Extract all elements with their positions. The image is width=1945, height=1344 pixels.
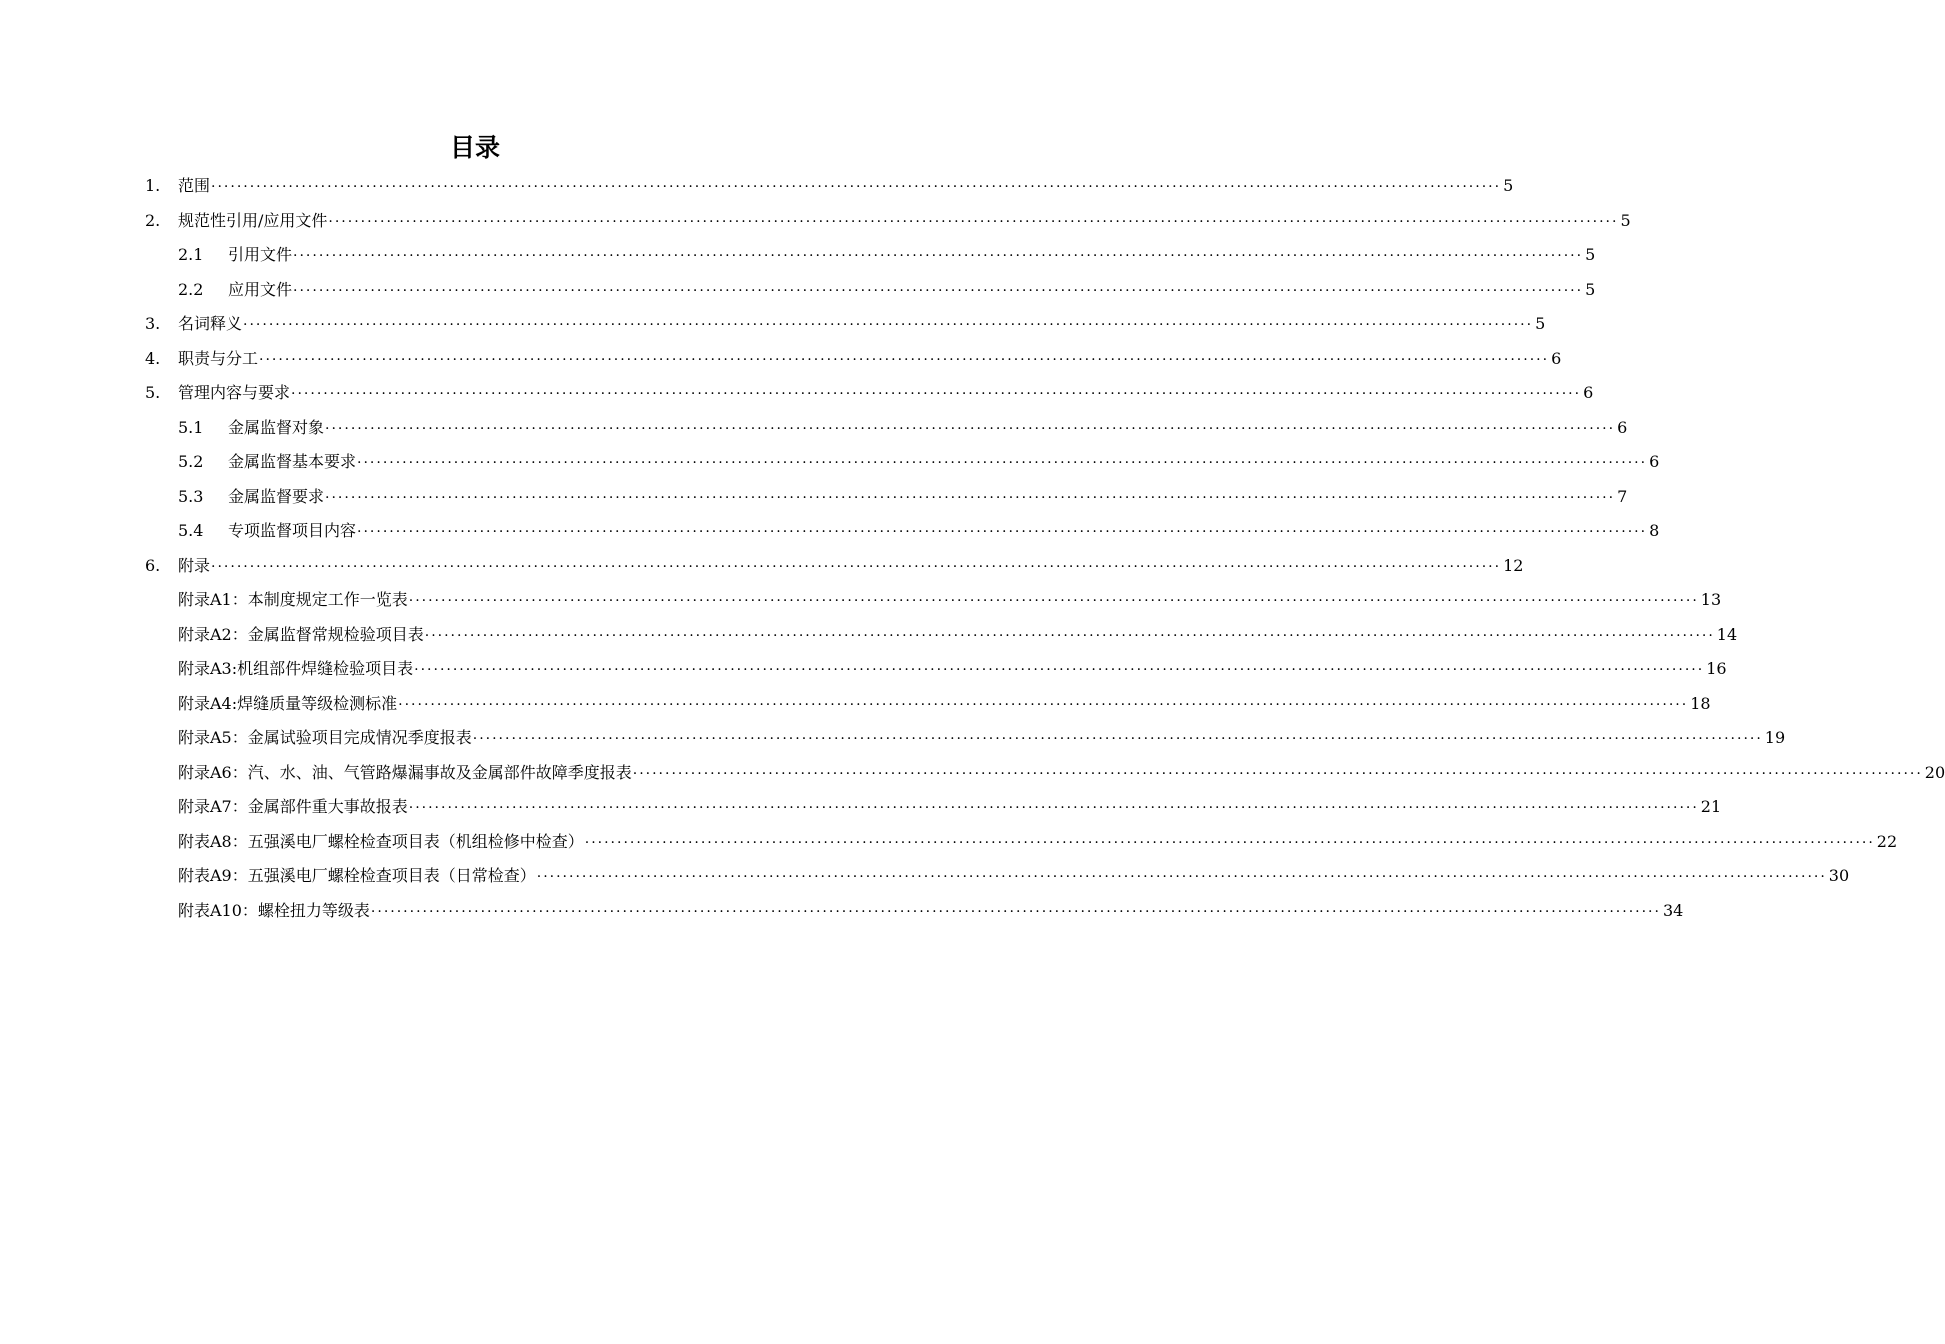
toc-entry-number: 2.1 <box>178 245 204 264</box>
toc-entry[interactable] <box>145 376 1594 411</box>
toc-entry-title: 引用文件 <box>228 245 293 264</box>
toc-entry[interactable] <box>145 583 1722 618</box>
dot-leader: ........................................................................................................................................................................................................ <box>584 830 1875 847</box>
toc-entry-page-number: 8 <box>1649 521 1660 540</box>
toc-entry-title: 附录A1：本制度规定工作一览表 <box>178 590 408 609</box>
toc-entry-page-number: 5 <box>1503 176 1514 195</box>
toc-entry-title: 金属监督要求 <box>228 486 325 506</box>
toc-entry[interactable] <box>145 411 1628 446</box>
toc-entry-number: 5.3 <box>178 486 204 506</box>
toc-entry[interactable] <box>145 480 1628 515</box>
toc-entry[interactable] <box>145 342 1562 377</box>
dot-leader: ........................................................................................................................................................................................................ <box>328 209 1619 226</box>
toc-entry-page-number: 19 <box>1764 728 1786 747</box>
toc-entry-page-number: 6 <box>1617 417 1628 437</box>
dot-leader: ........................................................................................................................................................................................................ <box>408 589 1699 605</box>
table-of-contents <box>145 169 1945 928</box>
toc-entry-page-number: 16 <box>1706 659 1727 678</box>
toc-entry-page-number: 21 <box>1700 797 1722 816</box>
toc-entry-number: 5. <box>145 383 161 402</box>
toc-entry-page-number: 20 <box>1924 762 1945 782</box>
toc-entry[interactable] <box>145 859 1850 894</box>
toc-entry-number: 2. <box>145 210 161 230</box>
toc-entry-number: 4. <box>145 348 161 368</box>
toc-entry-title: 附表A10：螺栓扭力等级表 <box>178 900 370 920</box>
dot-leader: ........................................................................................................................................................................................................ <box>293 278 1584 295</box>
toc-entry[interactable] <box>145 687 1711 722</box>
toc-entry-page-number: 14 <box>1716 624 1738 644</box>
toc-entry[interactable] <box>145 825 1898 860</box>
toc-entry-title: 附录A5：金属试验项目完成情况季度报表 <box>178 728 472 747</box>
dot-leader: ........................................................................................................................................................................................................ <box>398 692 1689 709</box>
toc-entry-page-number: 6 <box>1551 348 1562 368</box>
toc-entry-page-number: 5 <box>1620 210 1631 230</box>
dot-leader: ........................................................................................................................................................................................................ <box>632 761 1923 778</box>
dot-leader: ........................................................................................................................................................................................................ <box>325 485 1616 502</box>
toc-entry-number: 3. <box>145 314 161 333</box>
toc-entry-title: 管理内容与要求 <box>178 383 291 402</box>
dot-leader: ........................................................................................................................................................................................................ <box>357 451 1648 467</box>
toc-entry[interactable] <box>145 514 1660 549</box>
dot-leader: ........................................................................................................................................................................................................ <box>325 416 1616 433</box>
toc-entry-page-number: 30 <box>1828 866 1850 885</box>
toc-entry-title: 金属监督对象 <box>228 417 325 437</box>
toc-entry-number: 5.2 <box>178 452 204 471</box>
toc-entry-page-number: 5 <box>1535 314 1546 333</box>
toc-entry-title: 附录A6：汽、水、油、气管路爆漏事故及金属部件故障季度报表 <box>178 762 632 782</box>
toc-entry[interactable] <box>145 652 1727 687</box>
dot-leader: ........................................................................................................................................................................................................ <box>370 899 1661 916</box>
toc-entry-title: 附表A8：五强溪电厂螺栓检查项目表（机组检修中检查） <box>178 831 584 851</box>
toc-entry-title: 名词释义 <box>178 314 243 333</box>
dot-leader: ........................................................................................................................................................................................................ <box>414 658 1705 674</box>
toc-entry[interactable] <box>145 204 1631 239</box>
toc-entry[interactable] <box>145 549 1524 584</box>
toc-entry-page-number: 7 <box>1617 486 1628 506</box>
toc-entry[interactable] <box>145 445 1660 480</box>
toc-entry-page-number: 6 <box>1649 452 1660 471</box>
toc-entry-title: 范围 <box>178 176 211 195</box>
dot-leader: ........................................................................................................................................................................................................ <box>357 520 1648 536</box>
page-title: 目录 <box>449 133 500 162</box>
dot-leader: ........................................................................................................................................................................................................ <box>408 796 1699 812</box>
toc-entry-title: 附录A4:焊缝质量等级检测标准 <box>178 693 398 713</box>
dot-leader: ........................................................................................................................................................................................................ <box>243 313 1534 329</box>
toc-entry[interactable] <box>145 756 1945 791</box>
toc-entry-number: 1. <box>145 176 161 195</box>
toc-entry[interactable] <box>145 721 1786 756</box>
dot-leader: ........................................................................................................................................................................................................ <box>536 865 1827 881</box>
dot-leader: ........................................................................................................................................................................................................ <box>259 347 1550 364</box>
toc-entry-number: 6. <box>145 555 161 575</box>
toc-entry-page-number: 22 <box>1876 831 1898 851</box>
toc-entry[interactable] <box>145 307 1546 342</box>
dot-leader: ........................................................................................................................................................................................................ <box>424 623 1715 640</box>
toc-entry[interactable] <box>145 169 1514 204</box>
toc-entry-number: 5.4 <box>178 521 204 540</box>
toc-entry[interactable] <box>145 238 1596 273</box>
toc-entry[interactable] <box>145 790 1722 825</box>
dot-leader: ........................................................................................................................................................................................................ <box>211 175 1502 191</box>
toc-entry-title: 附录A3:机组部件焊缝检验项目表 <box>178 659 414 678</box>
toc-entry-title: 附表A9：五强溪电厂螺栓检查项目表（日常检查） <box>178 866 536 885</box>
toc-entry-page-number: 34 <box>1662 900 1684 920</box>
toc-entry[interactable] <box>145 273 1596 308</box>
dot-leader: ........................................................................................................................................................................................................ <box>291 382 1582 398</box>
toc-entry-page-number: 5 <box>1585 279 1596 299</box>
toc-entry-title: 金属监督基本要求 <box>228 452 357 471</box>
toc-entry-page-number: 13 <box>1700 590 1722 609</box>
toc-entry-title: 专项监督项目内容 <box>228 521 357 540</box>
dot-leader: ........................................................................................................................................................................................................ <box>293 244 1584 260</box>
toc-entry-page-number: 18 <box>1690 693 1711 713</box>
toc-entry-title: 规范性引用/应用文件 <box>178 210 328 230</box>
toc-entry-title: 附录A7：金属部件重大事故报表 <box>178 797 408 816</box>
toc-entry-number: 5.1 <box>178 417 204 437</box>
toc-entry[interactable] <box>145 618 1738 653</box>
toc-entry-title: 附录 <box>178 555 211 575</box>
dot-leader: ........................................................................................................................................................................................................ <box>472 727 1763 743</box>
dot-leader: ........................................................................................................................................................................................................ <box>211 554 1502 571</box>
toc-entry[interactable] <box>145 894 1684 929</box>
toc-entry-page-number: 5 <box>1585 245 1596 264</box>
toc-entry-number: 2.2 <box>178 279 204 299</box>
toc-entry-title: 应用文件 <box>228 279 293 299</box>
toc-entry-title: 职责与分工 <box>178 348 259 368</box>
toc-entry-page-number: 12 <box>1503 555 1524 575</box>
toc-entry-page-number: 6 <box>1583 383 1594 402</box>
toc-entry-title: 附录A2：金属监督常规检验项目表 <box>178 624 424 644</box>
